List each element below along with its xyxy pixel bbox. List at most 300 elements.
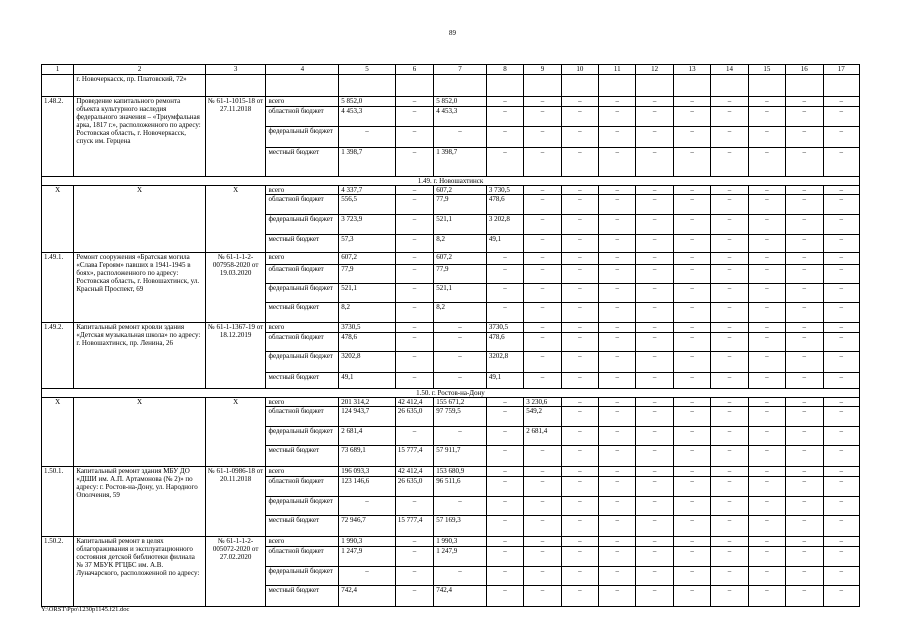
dash-cell: – [823,333,860,352]
dash-cell: – [636,547,673,567]
dash-cell: – [434,333,487,352]
dash-cell: – [561,195,598,215]
value-cell: 97 759,5 [434,407,487,427]
dash-cell: – [486,516,523,537]
value-cell: 1 247,9 [434,547,487,567]
dash-cell: – [673,497,710,516]
value-cell: 3202,8 [339,352,396,373]
dash-cell: – [339,127,396,148]
dash-cell: – [823,148,860,177]
dash-cell: – [524,467,561,477]
dash-cell: – [524,446,561,467]
dash-cell: – [673,107,710,127]
dash-cell: – [395,323,433,333]
value-cell: 42 412,4 [395,467,433,477]
dash-cell: – [599,235,636,253]
dash-cell: – [486,265,523,284]
funding-source-label: федеральный бюджет [266,127,339,148]
dash-cell: – [524,284,561,303]
dash-cell: – [561,567,598,586]
section-title: 1.50. г. Ростов-на-Дону [42,389,860,398]
dash-cell: – [711,303,748,323]
dash-cell: – [673,333,710,352]
dash-cell: – [395,352,433,373]
dash-cell: – [636,107,673,127]
dash-cell: – [711,195,748,215]
value-cell: 72 946,7 [339,516,396,537]
dash-cell: – [823,186,860,195]
dash-cell: – [561,467,598,477]
dash-cell: – [561,303,598,323]
dash-cell: – [711,215,748,235]
dash-cell: – [823,477,860,497]
column-number-6: 6 [395,65,433,75]
dash-cell: – [786,284,823,303]
funding-source-label: областной бюджет [266,265,339,284]
dash-cell: – [524,107,561,127]
dash-cell: – [786,303,823,323]
dash-cell: – [711,323,748,333]
dash-cell: – [823,497,860,516]
dash-cell: – [823,235,860,253]
dash-cell: – [673,253,710,265]
dash-cell: – [636,446,673,467]
dash-cell: – [599,497,636,516]
dash-cell: – [561,398,598,407]
value-cell: 607,2 [434,253,487,265]
dash-cell: – [823,97,860,107]
dash-cell: – [673,373,710,389]
dash-cell: – [711,516,748,537]
value-cell: 3 723,9 [339,215,396,235]
value-cell: 57 911,7 [434,446,487,467]
value-cell: 155 671,2 [434,398,487,407]
dash-cell: – [823,547,860,567]
dash-cell: – [673,446,710,467]
cell-col-9 [524,75,561,97]
dash-cell: – [823,516,860,537]
dash-cell: – [711,235,748,253]
dash-cell: – [786,398,823,407]
funding-source-label: всего [266,398,339,407]
dash-cell: – [599,97,636,107]
column-number-8: 8 [486,65,523,75]
dash-cell: – [395,127,433,148]
dash-cell: – [786,537,823,547]
dash-cell: – [748,148,785,177]
dash-cell: – [599,195,636,215]
value-cell: 521,1 [434,284,487,303]
dash-cell: – [561,547,598,567]
dash-cell: – [823,127,860,148]
dash-cell: – [823,407,860,427]
dash-cell: – [673,547,710,567]
value-cell: 478,6 [339,333,396,352]
dash-cell: – [434,373,487,389]
value-cell: 556,5 [339,195,396,215]
dash-cell: – [524,567,561,586]
dash-cell: – [636,323,673,333]
dash-cell: – [711,407,748,427]
dash-cell: – [786,547,823,567]
value-cell: 8,2 [339,303,396,323]
dash-cell: – [711,284,748,303]
table-row [42,186,860,195]
object-name-cell: г. Новочеркасск, пр. Платовский, 72» [74,75,205,97]
dash-cell: – [599,186,636,195]
dash-cell: – [486,398,523,407]
dash-cell: – [748,497,785,516]
dash-cell: – [786,373,823,389]
column-number-12: 12 [636,65,673,75]
cell-col-3 [205,75,266,97]
dash-cell: – [599,467,636,477]
dash-cell: – [748,398,785,407]
cell-col-13 [673,75,710,97]
value-cell: 3730,5 [339,323,396,333]
value-cell: 96 511,6 [434,477,487,497]
footer-file-path: Y:\ORST\Ppo\1230p1145.f21.doc [41,606,130,613]
value-cell: 124 943,7 [339,407,396,427]
value-cell: 201 314,2 [339,398,396,407]
dash-cell: – [748,352,785,373]
dash-cell: – [786,235,823,253]
value-cell: 3 202,8 [486,215,523,235]
dash-cell: – [524,586,561,607]
dash-cell: – [524,253,561,265]
document-cell: № 61-1-1-2-005072-2020 от 27.02.2020 [205,537,266,607]
funding-source-label: местный бюджет [266,373,339,389]
dash-cell: – [711,567,748,586]
value-cell: 742,4 [339,586,396,607]
dash-cell: – [748,477,785,497]
funding-source-label: федеральный бюджет [266,567,339,586]
dash-cell: – [636,303,673,323]
dash-cell: – [748,303,785,323]
dash-cell: – [636,284,673,303]
column-number-14: 14 [711,65,748,75]
value-cell: 26 635,0 [395,477,433,497]
dash-cell: – [636,373,673,389]
value-cell: 196 093,3 [339,467,396,477]
value-cell: 549,2 [524,407,561,427]
dash-cell: – [395,215,433,235]
section-header-row [42,177,860,186]
value-cell: 3 230,6 [524,398,561,407]
dash-cell: – [599,427,636,446]
funding-source-label: федеральный бюджет [266,284,339,303]
dash-cell: – [561,284,598,303]
funding-source-label: областной бюджет [266,107,339,127]
dash-cell: – [711,127,748,148]
dash-cell: – [524,97,561,107]
dash-cell: – [395,303,433,323]
dash-cell: – [786,352,823,373]
dash-cell: – [486,497,523,516]
dash-cell: – [524,303,561,323]
dash-cell: – [673,235,710,253]
funding-source-label: местный бюджет [266,235,339,253]
dash-cell: – [524,537,561,547]
dash-cell: – [395,148,433,177]
cell-col-12 [636,75,673,97]
value-cell: 478,6 [486,195,523,215]
value-cell: 478,6 [486,333,523,352]
dash-cell: – [599,127,636,148]
dash-cell: – [434,323,487,333]
value-cell: 4 453,3 [434,107,487,127]
object-name-cell: Капитальный ремонт в целях облагораживания и эксплуатационного состояния детской библиотеки филиала № 37 МБУК РГЦБС им. А.В. Луначарского, расположенной по адресу: [74,537,205,607]
dash-cell: – [599,148,636,177]
cell-col-15 [748,75,785,97]
budget-table [41,64,860,607]
dash-cell: – [711,446,748,467]
dash-cell: – [673,516,710,537]
dash-cell: – [823,373,860,389]
value-cell: 521,1 [339,284,396,303]
dash-cell: – [636,97,673,107]
dash-cell: – [823,586,860,607]
dash-cell: – [823,107,860,127]
dash-cell: – [748,567,785,586]
row-number-cell: 1.50.1. [42,467,74,537]
object-name-cell: Капитальный ремонт кровли здания «Детская музыкальная школа» по адресу: г. Новошахтинск, пр. Ленина, 26 [74,323,205,389]
dash-cell: – [599,373,636,389]
funding-source-label: всего [266,97,339,107]
column-number-1: 1 [42,65,74,75]
dash-cell: – [786,148,823,177]
dash-cell: – [486,407,523,427]
dash-cell: – [636,398,673,407]
dash-cell: – [434,127,487,148]
value-cell: 607,2 [434,186,487,195]
column-number-5: 5 [339,65,396,75]
funding-source-label: областной бюджет [266,477,339,497]
dash-cell: – [524,265,561,284]
funding-source-label: областной бюджет [266,547,339,567]
dash-cell: – [823,323,860,333]
dash-cell: – [599,333,636,352]
dash-cell: – [823,446,860,467]
dash-cell: – [673,467,710,477]
cell-col-6 [395,75,433,97]
dash-cell: – [395,186,433,195]
value-cell: 8,2 [434,235,487,253]
dash-cell: – [673,323,710,333]
column-number-17: 17 [823,65,860,75]
dash-cell: – [599,477,636,497]
value-cell: 73 689,1 [339,446,396,467]
cell-col-11 [599,75,636,97]
dash-cell: – [786,477,823,497]
row-number-cell: 1.48.2. [42,97,74,177]
dash-cell: – [748,215,785,235]
dash-cell: – [786,516,823,537]
section-title: 1.49. г. Новошахтинск [42,177,860,186]
dash-cell: – [636,148,673,177]
row-number-cell: 1.49.2. [42,323,74,389]
dash-cell: – [748,127,785,148]
funding-source-label: местный бюджет [266,303,339,323]
dash-cell: – [486,586,523,607]
dash-cell: – [786,586,823,607]
dash-cell: – [673,398,710,407]
funding-source-label: областной бюджет [266,195,339,215]
dash-cell: – [395,97,433,107]
column-number-16: 16 [786,65,823,75]
dash-cell: – [486,446,523,467]
dash-cell: – [599,547,636,567]
document-cell: № 61-1-1367-19 от 18.12.2019 [205,323,266,389]
value-cell: 1 398,7 [434,148,487,177]
funding-source-label: всего [266,253,339,265]
dash-cell: – [599,215,636,235]
dash-cell: – [636,586,673,607]
column-number-row [42,65,860,75]
funding-source-label: всего [266,537,339,547]
dash-cell: – [823,398,860,407]
dash-cell: – [823,303,860,323]
dash-cell: – [486,303,523,323]
document-cell: № 61-1-0986-18 от 20.11.2018 [205,467,266,537]
dash-cell: – [823,195,860,215]
value-cell: 4 453,3 [339,107,396,127]
dash-cell: – [823,215,860,235]
dash-cell: – [711,253,748,265]
dash-cell: – [673,148,710,177]
column-number-9: 9 [524,65,561,75]
dash-cell: – [748,516,785,537]
object-name-cell: Ремонт сооружения «Братская могила «Слава Героям» павших в 1941-1945 в боях», расположенного по адресу: Ростовская область, г. Новошахтинск, ул. Красный Проспект, 69 [74,253,205,323]
dash-cell: – [636,352,673,373]
dash-cell: – [786,97,823,107]
document-cell: Х [205,186,266,253]
dash-cell: – [823,284,860,303]
value-cell: 1 990,3 [434,537,487,547]
table-row [42,467,860,477]
dash-cell: – [673,586,710,607]
dash-cell: – [786,323,823,333]
dash-cell: – [561,537,598,547]
dash-cell: – [486,547,523,567]
dash-cell: – [636,497,673,516]
dash-cell: – [434,352,487,373]
funding-source-label: всего [266,323,339,333]
dash-cell: – [748,427,785,446]
dash-cell: – [561,97,598,107]
section-header-row [42,389,860,398]
dash-cell: – [711,186,748,195]
funding-source-label: федеральный бюджет [266,215,339,235]
value-cell: 2 681,4 [524,427,561,446]
dash-cell: – [748,586,785,607]
object-name-cell: Проведение капитального ремонта объекта культурного наследия федерального значения – «Триумфальная арка, 1817 г.», расположенного по адресу: Ростовская область, г. Новочеркасск, спуск им. Герцена [74,97,205,177]
dash-cell: – [636,195,673,215]
cell-col-17 [823,75,860,97]
dash-cell: – [673,186,710,195]
dash-cell: – [599,303,636,323]
dash-cell: – [823,352,860,373]
dash-cell: – [561,427,598,446]
row-number-cell [42,75,74,97]
value-cell: 1 398,7 [339,148,396,177]
dash-cell: – [673,303,710,323]
dash-cell: – [748,107,785,127]
dash-cell: – [339,567,396,586]
dash-cell: – [561,235,598,253]
value-cell: 8,2 [434,303,487,323]
column-number-11: 11 [599,65,636,75]
dash-cell: – [711,586,748,607]
dash-cell: – [561,333,598,352]
dash-cell: – [673,567,710,586]
value-cell: 26 635,0 [395,407,433,427]
value-cell: 77,9 [339,265,396,284]
dash-cell: – [339,497,396,516]
object-name-cell: Капитальный ремонт здания МБУ ДО «ДШИ им. А.П. Артамонова (№ 2)» по адресу: г. Ростов-на-Дону, ул. Народного Ополчения, 59 [74,467,205,537]
dash-cell: – [748,265,785,284]
dash-cell: – [748,195,785,215]
funding-source-label: местный бюджет [266,446,339,467]
dash-cell: – [786,127,823,148]
table-row [42,75,860,97]
dash-cell: – [786,253,823,265]
dash-cell: – [486,127,523,148]
dash-cell: – [711,148,748,177]
dash-cell: – [524,352,561,373]
page-number: 89 [449,29,456,37]
dash-cell: – [524,127,561,148]
dash-cell: – [636,127,673,148]
dash-cell: – [599,284,636,303]
dash-cell: – [748,373,785,389]
dash-cell: – [561,127,598,148]
dash-cell: – [561,586,598,607]
funding-source-label: областной бюджет [266,407,339,427]
dash-cell: – [561,446,598,467]
dash-cell: – [599,586,636,607]
dash-cell: – [486,467,523,477]
dash-cell: – [786,427,823,446]
dash-cell: – [561,352,598,373]
dash-cell: – [786,195,823,215]
dash-cell: – [711,398,748,407]
funding-source-label: областной бюджет [266,333,339,352]
dash-cell: – [673,215,710,235]
value-cell: 15 777,4 [395,516,433,537]
dash-cell: – [524,547,561,567]
dash-cell: – [673,127,710,148]
dash-cell: – [711,352,748,373]
funding-source-label: местный бюджет [266,148,339,177]
cell-col-5 [339,75,396,97]
dash-cell: – [636,516,673,537]
dash-cell: – [561,516,598,537]
dash-cell: – [395,547,433,567]
dash-cell: – [599,516,636,537]
dash-cell: – [434,427,487,446]
dash-cell: – [524,215,561,235]
dash-cell: – [711,107,748,127]
dash-cell: – [395,333,433,352]
dash-cell: – [748,547,785,567]
dash-cell: – [748,253,785,265]
table-row [42,97,860,107]
dash-cell: – [636,235,673,253]
dash-cell: – [748,235,785,253]
dash-cell: – [636,265,673,284]
cell-col-4 [266,75,339,97]
